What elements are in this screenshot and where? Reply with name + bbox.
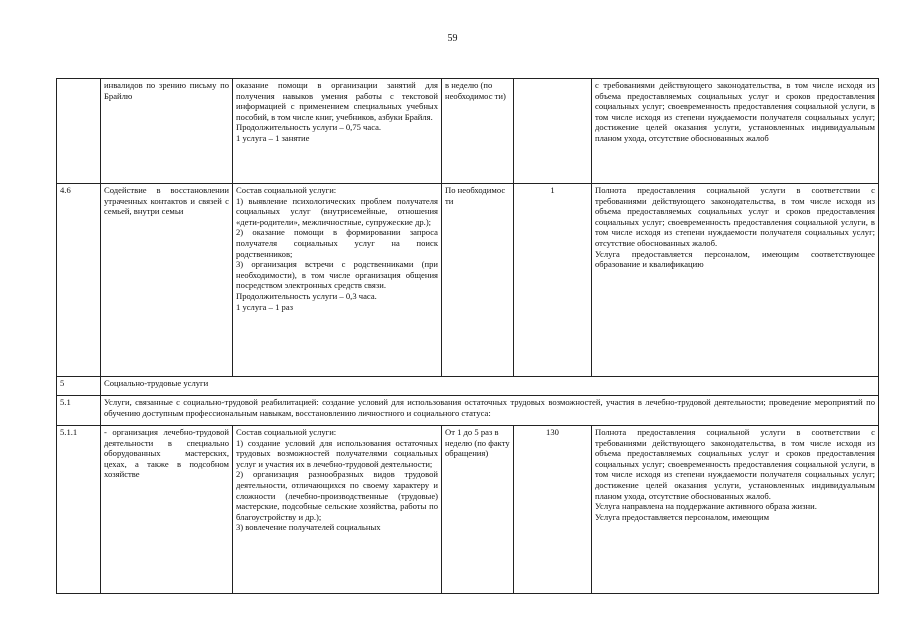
- cell-service-name: - организация лечебно-трудовой деятельности в специально оборудованных мастерских, цехах, а также в подсобном хозяйстве: [101, 426, 233, 594]
- cell-service-name: инвалидов по зрению письму по Брайлю: [101, 79, 233, 184]
- cell-criteria: [592, 426, 879, 594]
- cell-volume: [514, 79, 592, 184]
- services-table: [56, 78, 879, 594]
- content-line: 3) вовлечение получателей социальных: [236, 522, 381, 533]
- cell-frequency: По необходимос ти: [442, 184, 514, 377]
- cell-frequency: в неделю (по необходимос ти): [442, 79, 514, 184]
- content-line: Состав социальной услуги:: [236, 427, 337, 437]
- content-line: оказание помощи в организации занятий для получения навыков умения работы с текстовой информацией с применением специальных учебных пособий, в том числе книг, учебников, азбуки Брайля.: [236, 80, 438, 122]
- content-line: 2) организация разнообразных видов трудовой деятельности, отличающихся по своему характеру и сложности (лечебно-производственные (трудовые) мастерские, подсобные сельские хозяйства, работы по благоустройству и др.);: [236, 469, 438, 522]
- content-line: 1) выявление психологических проблем получателя социальных услуг (внутрисемейные, отношения «дети-родители», межличностные, супружеские др.);: [236, 195, 438, 227]
- criteria-line: Услуга предоставляется персоналом, имеющим соответствующее образование и квалификацию: [595, 248, 875, 270]
- table-row: [57, 426, 879, 594]
- cell-volume: 130: [514, 426, 592, 594]
- cell-number: 4.6: [57, 184, 101, 377]
- criteria-line: Услуга направлена на поддержание активного образа жизни.: [595, 501, 817, 512]
- table-row-subsection: [57, 396, 879, 426]
- criteria-line: Услуга предоставляется персоналом, имеющим: [595, 511, 770, 522]
- content-line: 3) организация встречи с родственниками (при необходимости), в том числе организация общения посредством электронных средств связи.: [236, 259, 438, 291]
- cell-criteria: [592, 184, 879, 377]
- criteria-line: Полнота предоставления социальной услуги в соответствии с требованиями действующего законодательства, в том числе исходя из объема предоставляемых социальных услуг и сроков предоставления социальных услуг; своевременность предоставления социальной услуги, в том числе исходя из степени нуждаемости получателя социальных услуг; отсутствие обоснованных жалоб.: [595, 185, 875, 248]
- criteria-line: с требованиями действующего законодательства, в том числе исходя из объема предоставляемых социальных услуг и сроков предоставления социальных услуг; своевременность предоставления социальной услуги, в том числе исходя из степени нуждаемости получателя социальных услуг; достижение целей оказания услуги, установленных индивидуальным планом ухода, отсутствие обоснованных жалоб: [595, 80, 875, 143]
- content-line: Состав социальной услуги:: [236, 185, 337, 195]
- content-line: 2) оказание помощи в формировании запроса получателя социальных услуг на поиск родственников;: [236, 227, 438, 259]
- cell-service-name: Содействие в восстановлении утраченных контактов и связей с семьей, внутри семьи: [101, 184, 233, 377]
- section-title: Социально-трудовые услуги: [101, 377, 879, 396]
- table-row-section: [57, 377, 879, 396]
- cell-service-content: [233, 426, 442, 594]
- table-row-continued: [57, 79, 879, 184]
- cell-service-content: [233, 79, 442, 184]
- criteria-line: Полнота предоставления социальной услуги в соответствии с требованиями действующего законодательства, в том числе исходя из объема предоставляемых социальных услуг и сроков предоставления социальных услуг; своевременность предоставления социальной услуги, в том числе исходя из степени нуждаемости получателя социальных услуг; достижение целей оказания услуги, установленных индивидуальным планом ухода, отсутствие обоснованных жалоб.: [595, 427, 875, 501]
- cell-number: 5: [57, 377, 101, 396]
- cell-volume: 1: [514, 184, 592, 377]
- content-line: Продолжительность услуги – 0,3 часа.: [236, 290, 377, 301]
- content-line: Продолжительность услуги – 0,75 часа.: [236, 122, 382, 133]
- cell-number: 5.1.1: [57, 426, 101, 594]
- table-row: [57, 184, 879, 377]
- subsection-text: Услуги, связанные с социально-трудовой реабилитацией: создание условий для использования остаточных трудовых возможностей, участия в лечебно-трудовой деятельности; проведение мероприятий по обучению доступным профессиональным навыкам, восстановлению личностного и социального статуса:: [101, 396, 879, 426]
- cell-service-content: [233, 184, 442, 377]
- cell-number: [57, 79, 101, 184]
- content-line: 1 услуга – 1 занятие: [236, 132, 310, 143]
- page-number: 59: [447, 33, 458, 44]
- cell-number: 5.1: [57, 396, 101, 426]
- cell-frequency: От 1 до 5 раз в неделю (по факту обращения): [442, 426, 514, 594]
- content-line: 1) создание условий для использования остаточных трудовых возможностей получателями социальных услуг и участия их в лечебно-трудовой деятельности;: [236, 437, 438, 469]
- content-line: 1 услуга – 1 раз: [236, 301, 294, 312]
- cell-criteria: [592, 79, 879, 184]
